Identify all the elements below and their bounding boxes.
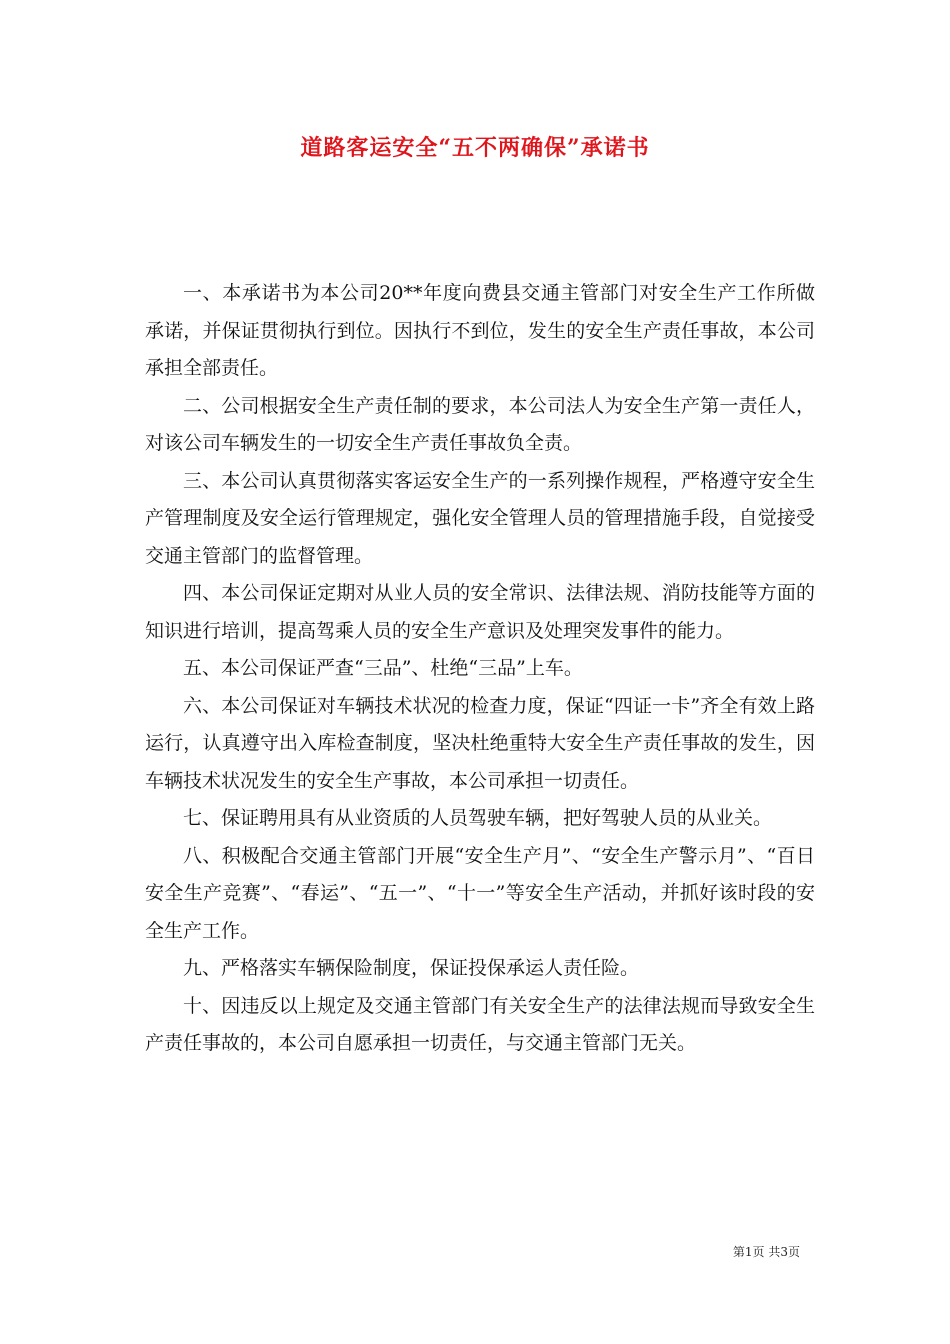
paragraph-7: 七、保证聘用具有从业资质的人员驾驶车辆，把好驾驶人员的从业关。 [183, 807, 773, 829]
paragraph-8: 八、积极配合交通主管部门开展“安全生产月”、“安全生产警示月”、“百日安全生产竞赛”、“春运”、“五一”、“十一”等安全生产活动，并抓好该时段的安全生产工作。 [145, 844, 815, 942]
document-body [145, 275, 815, 1063]
paragraph-2: 二、公司根据安全生产责任制的要求，本公司法人为安全生产第一责任人，对该公司车辆发生的一切安全生产责任事故负全责。 [145, 394, 815, 454]
paragraph-5: 五、本公司保证严查“三品”、杜绝“三品”上车。 [183, 657, 583, 679]
page-number-footer: 第1页 共3页 [732, 1245, 800, 1259]
paragraph-1: 一、本承诺书为本公司20**年度向费县交通主管部门对安全生产工作所做承诺，并保证贯彻执行到位。因执行不到位，发生的安全生产责任事故，本公司承担全部责任。 [145, 282, 815, 379]
paragraph-4: 四、本公司保证定期对从业人员的安全常识、法律法规、消防技能等方面的知识进行培训，提高驾乘人员的安全生产意识及处理突发事件的能力。 [145, 582, 815, 642]
paragraph-6: 六、本公司保证对车辆技术状况的检查力度，保证“四证一卡”齐全有效上路运行，认真遵守出入库检查制度，坚决杜绝重特大安全生产责任事故的发生，因车辆技术状况发生的安全生产事故，本公司承担一切责任。 [145, 694, 815, 792]
paragraph-10: 十、因违反以上规定及交通主管部门有关安全生产的法律法规而导致安全生产责任事故的，本公司自愿承担一切责任，与交通主管部门无关。 [145, 994, 815, 1054]
document-title: 道路客运安全“五不两确保”承诺书 [300, 135, 650, 161]
paragraph-9: 九、严格落实车辆保险制度，保证投保承运人责任险。 [183, 957, 640, 979]
paragraph-3: 三、本公司认真贯彻落实客运安全生产的一系列操作规程，严格遵守安全生产管理制度及安全运行管理规定，强化安全管理人员的管理措施手段，自觉接受交通主管部门的监督管理。 [145, 469, 815, 567]
